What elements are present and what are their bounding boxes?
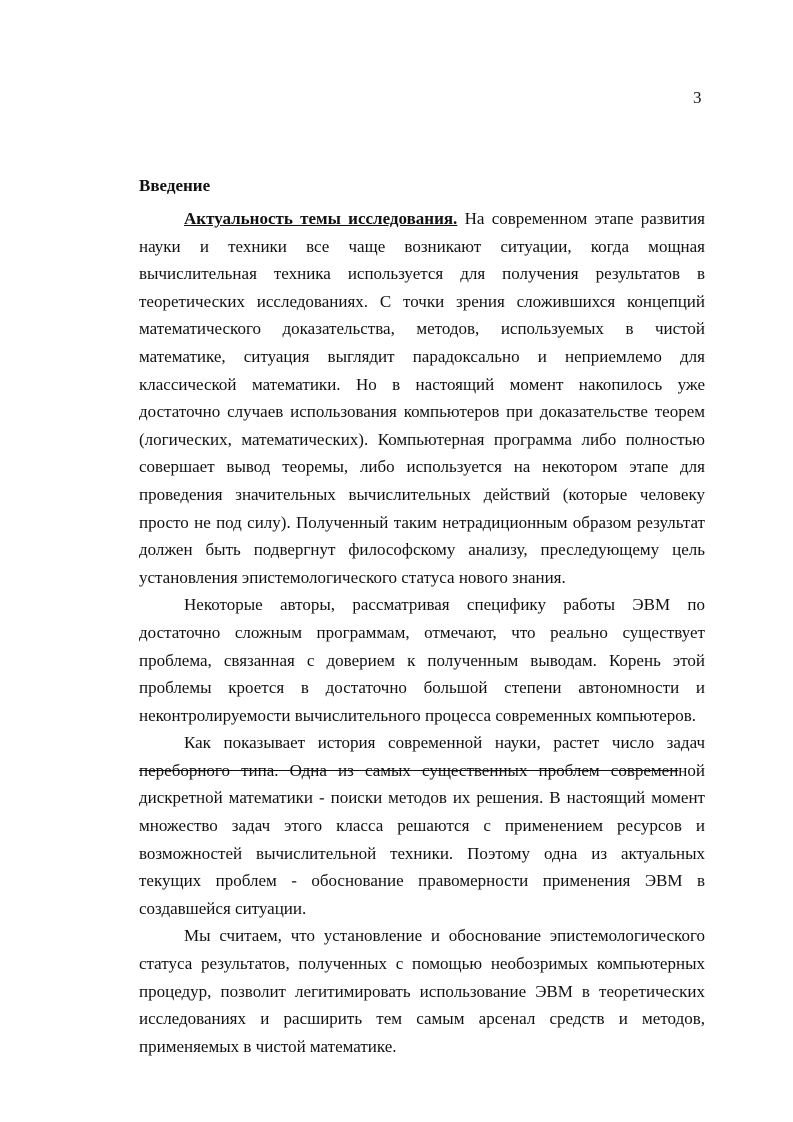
paragraph-text: Как показывает история современной науки, растет число задач (184, 733, 705, 753)
paragraph-text: ной дискретной математики - поиски методов их решения. В настоящий момент множество задач этого класса решаются с применением ресурсов и возможностей вычислительной техники. Поэтому одна из актуальных текущих проблем - обоснование правомерности применения ЭВМ в создавшейся ситуации. (139, 760, 705, 918)
paragraph-text: Некоторые авторы, рассматривая специфику работы ЭВМ по достаточно сложным программам, отмечают, что реально существует проблема, связанная с доверием к полученным выводам. Корень этой проблемы кроется в достаточно большой степени автономности и неконтролируемости вычислительного процесса современных компьютеров. (139, 595, 705, 725)
paragraph-enumeration-tasks (139, 729, 705, 922)
paragraph-text: Мы считаем, что установление и обоснование эпистемологического статуса результатов, полученных с помощью необозримых компьютерных процедур, позволит легитимировать использование ЭВМ в теоретических исследованиях и расширить тем самым арсенал средств и методов, применяемых в чистой математике. (139, 926, 705, 1056)
paragraph-thesis (139, 922, 705, 1060)
paragraph-trust-problem (139, 591, 705, 729)
section-heading: Введение (139, 176, 211, 195)
relevance-lead-in: Актуальность темы исследования. (184, 209, 458, 228)
paragraph-text: На современном этапе развития науки и техники все чаще возникают ситуации, когда мощная вычислительная техника используется для получения результатов в теоретических исследованиях. С точки зрения сложившихся концепций математического доказательства, методов, используемых в чистой математике, ситуация выглядит парадоксально и неприемлемо для классической математики. Но в настоящий момент накопилось уже достаточно случаев использования компьютеров при доказательстве теорем (логических, математических). Компьютерная программа либо полностью совершает вывод теоремы, либо используется на некотором этапе для проведения значительных вычислительных действий (которые человеку просто не под силу). Полученный таким нетрадиционным образом результат должен быть подвергнут философскому анализу, преследующему цель установления эпистемологического статуса нового знания. (139, 209, 705, 587)
page-number: 3 (693, 88, 702, 107)
paragraph-relevance (139, 205, 705, 591)
struck-through-text: переборного типа. Одна из самых существенных проблем современ (139, 760, 679, 780)
body-text (139, 205, 705, 1060)
